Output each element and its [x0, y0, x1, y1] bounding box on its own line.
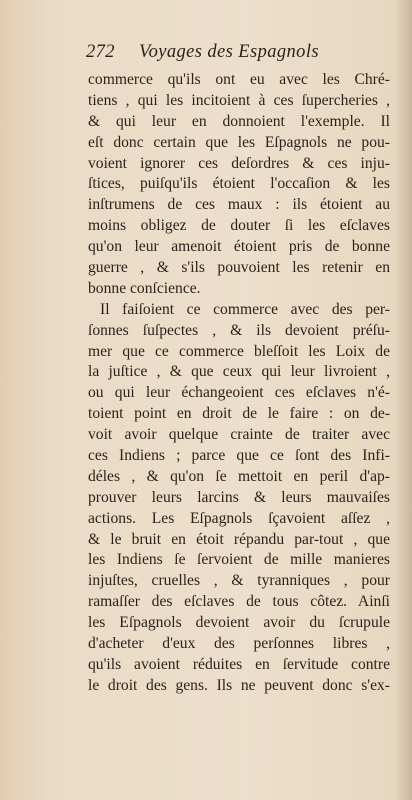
text-line: la juſtice , & que ceux qui leur livroient ,	[88, 363, 390, 381]
text-line: tiens , qui les incitoient à ces ſupercheries ,	[88, 91, 390, 109]
text-line: qu'on leur amenoit étoient pris de bonne	[88, 238, 390, 256]
text-line: le droit des gens. Ils ne peuvent donc s'ex-	[88, 676, 390, 694]
text-line: voit avoir quelque crainte de traiter avec	[88, 426, 390, 444]
text-line: inſtrumens de ces maux : ils étoient au	[88, 196, 390, 214]
text-line: bonne conſcience.	[88, 279, 201, 297]
text-line: actions. Les Eſpagnols ſçavoient aſſez ,	[88, 509, 390, 527]
text-line: commerce qu'ils ont eu avec les Chré-	[88, 71, 390, 88]
text-line: ramaſſer des eſclaves de tous côtez. Ainſi	[88, 593, 390, 611]
running-header	[86, 42, 396, 63]
page-number: 272	[86, 42, 115, 62]
body-text	[88, 70, 390, 697]
paragraph-2	[88, 300, 390, 697]
text-line: & qui leur en donnoient l'exemple. Il	[88, 112, 390, 130]
text-line: ſonnes ſuſpectes , & ils devoient préſu-	[88, 321, 390, 339]
text-line: Il faiſoient ce commerce avec des per-	[100, 300, 390, 318]
running-title: Voyages des Espagnols	[138, 42, 319, 62]
text-line: toient point en droit de le faire : on de-	[88, 405, 390, 423]
text-line: voient ignorer ces deſordres & ces inju-	[88, 154, 390, 172]
text-line: d'acheter d'eux des perſonnes libres ,	[88, 635, 390, 653]
text-line: ſtices, puiſqu'ils étoient l'occaſion & les	[88, 175, 390, 193]
text-line: les Indiens ſe ſervoient de mille manieres	[88, 551, 390, 569]
text-line: les Eſpagnols devoient avoir du ſcrupule	[88, 614, 390, 632]
text-line: ces Indiens ; parce que ce ſont des Infi-	[88, 447, 390, 465]
text-line: qu'ils avoient réduites en ſervitude contre	[88, 655, 390, 673]
text-line: moins obligez de douter ſi les eſclaves	[88, 217, 390, 235]
text-line: mer que ce commerce bleſſoit les Loix de	[88, 342, 390, 360]
text-line: prouver leurs larcins & leurs mauvaiſes	[88, 488, 390, 506]
text-line: & le bruit en étoit répandu par-tout , que	[88, 530, 390, 548]
text-line: injuſtes, cruelles , & tyranniques , pour	[88, 572, 390, 590]
text-line: déles , & qu'on ſe mettoit en peril d'ap-	[88, 467, 390, 485]
text-line: eſt donc certain que les Eſpagnols ne pou-	[88, 133, 390, 151]
text-line: ou qui leur échangeoient ces eſclaves n'é-	[88, 384, 390, 402]
text-line: guerre , & s'ils pouvoient les retenir en	[88, 259, 390, 277]
paragraph-1	[88, 70, 390, 300]
